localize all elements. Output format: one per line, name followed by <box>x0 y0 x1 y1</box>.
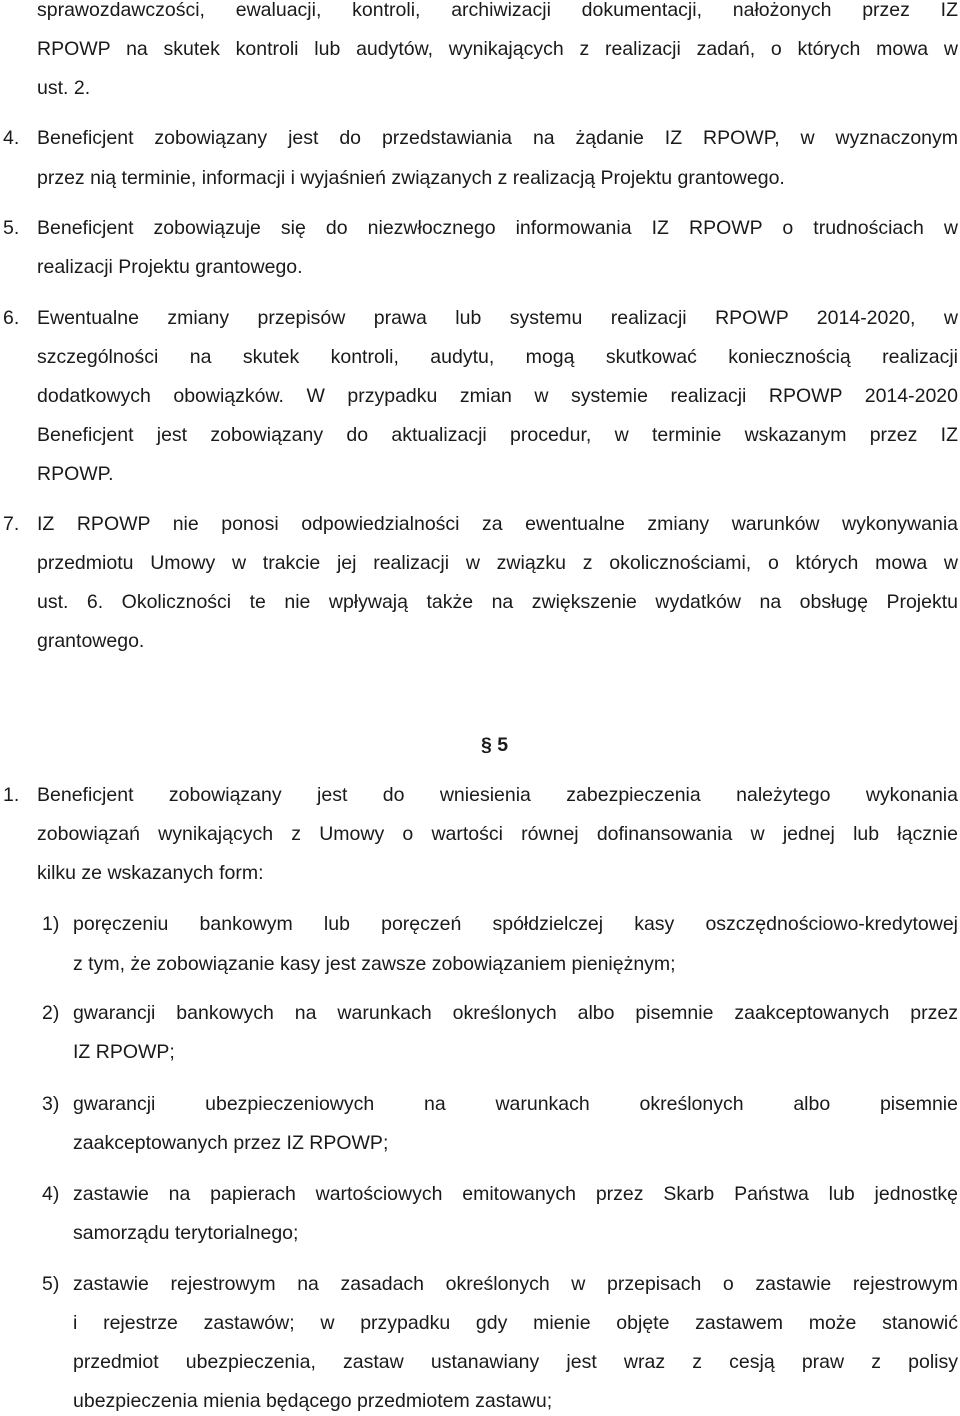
list-item-line: zaakceptowanych przez IZ RPOWP; <box>73 1132 389 1154</box>
list-item-line: IZ RPOWP; <box>73 1041 175 1063</box>
paragraph-line: Beneficjent jest zobowiązany do aktualizacji procedur, w terminie wskazanym przez IZ <box>37 424 958 446</box>
list-item-number: 4) <box>42 1183 60 1205</box>
paragraph-line: grantowego. <box>37 630 145 652</box>
item-number: 7. <box>3 513 20 535</box>
paragraph-line: RPOWP na skutek kontroli lub audytów, wynikających z realizacji zadań, o których mowa w <box>37 38 958 60</box>
list-item-line: z tym, że zobowiązanie kasy jest zawsze zobowiązaniem pieniężnym; <box>73 953 676 975</box>
item-number: 1. <box>3 784 20 806</box>
list-item-line: ubezpieczenia mienia będącego przedmiotem zastawu; <box>73 1390 553 1412</box>
item-number: 6. <box>3 307 20 329</box>
item-number: 5. <box>3 217 20 239</box>
paragraph-line: kilku ze wskazanych form: <box>37 862 264 884</box>
paragraph-line: dodatkowych obowiązków. W przypadku zmian w systemie realizacji RPOWP 2014-2020 <box>37 385 958 407</box>
list-item-line: zastawie rejestrowym na zasadach określonych w przepisach o zastawie rejestrowym <box>73 1273 958 1295</box>
paragraph-line: RPOWP. <box>37 463 114 485</box>
paragraph-line: sprawozdawczości, ewaluacji, kontroli, archiwizacji dokumentacji, nałożonych przez IZ <box>37 0 958 21</box>
list-item-number: 1) <box>42 913 60 935</box>
paragraph-line: Beneficjent zobowiązany jest do przedstawiania na żądanie IZ RPOWP, w wyznaczonym <box>37 127 958 149</box>
list-item-line: i rejestrze zastawów; w przypadku gdy mienie objęte zastawem może stanowić <box>73 1312 958 1334</box>
paragraph-line: szczególności na skutek kontroli, audytu, mogą skutkować koniecznością realizacji <box>37 346 958 368</box>
list-item-line: samorządu terytorialnego; <box>73 1222 299 1244</box>
paragraph-line: ust. 2. <box>37 77 91 99</box>
paragraph-line: ust. 6. Okoliczności te nie wpływają także na zwiększenie wydatków na obsługę Projektu <box>37 591 958 613</box>
item-number: 4. <box>3 127 20 149</box>
list-item-line: zastawie na papierach wartościowych emitowanych przez Skarb Państwa lub jednostkę <box>73 1183 958 1205</box>
paragraph-line: przez nią terminie, informacji i wyjaśnień związanych z realizacją Projektu grantowego. <box>37 167 785 189</box>
section-heading: § 5 <box>481 734 509 756</box>
list-item-number: 2) <box>42 1002 60 1024</box>
paragraph-line: Beneficjent zobowiązany jest do wniesienia zabezpieczenia należytego wykonania <box>37 784 958 806</box>
list-item-line: gwarancji ubezpieczeniowych na warunkach określonych albo pisemnie <box>73 1093 958 1115</box>
paragraph-line: realizacji Projektu grantowego. <box>37 256 303 278</box>
list-item-line: gwarancji bankowych na warunkach określonych albo pisemnie zaakceptowanych przez <box>73 1002 958 1024</box>
list-item-line: poręczeniu bankowym lub poręczeń spółdzielczej kasy oszczędnościowo-kredytowej <box>73 913 958 935</box>
paragraph-line: Ewentualne zmiany przepisów prawa lub systemu realizacji RPOWP 2014-2020, w <box>37 307 958 329</box>
paragraph-line: przedmiotu Umowy w trakcie jej realizacji w związku z okolicznościami, o których mowa w <box>37 552 958 574</box>
list-item-line: przedmiot ubezpieczenia, zastaw ustanawiany jest wraz z cesją praw z polisy <box>73 1351 958 1373</box>
paragraph-line: zobowiązań wynikających z Umowy o wartości równej dofinansowania w jednej lub łącznie <box>37 823 958 845</box>
list-item-number: 5) <box>42 1273 60 1295</box>
paragraph-line: IZ RPOWP nie ponosi odpowiedzialności za ewentualne zmiany warunków wykonywania <box>37 513 958 535</box>
paragraph-line: Beneficjent zobowiązuje się do niezwłocznego informowania IZ RPOWP o trudnościach w <box>37 217 958 239</box>
list-item-number: 3) <box>42 1093 60 1115</box>
